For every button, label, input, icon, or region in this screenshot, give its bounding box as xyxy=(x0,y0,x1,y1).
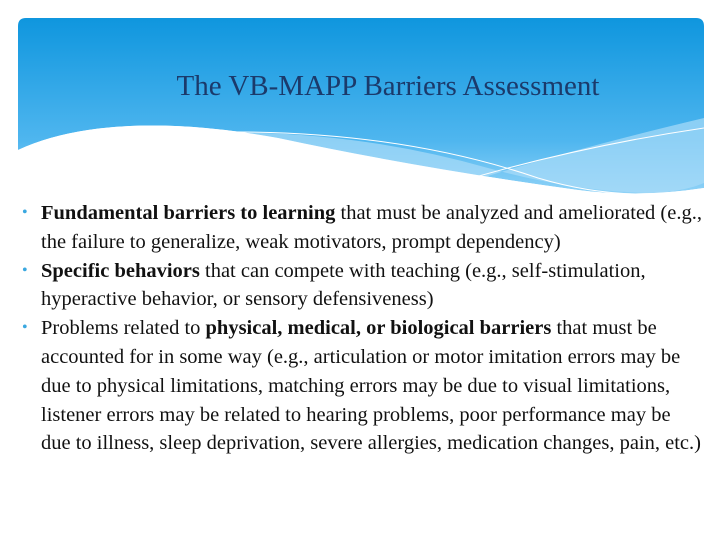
title-banner xyxy=(18,18,704,208)
bullet-list xyxy=(22,199,702,458)
bullet-item xyxy=(22,314,702,458)
bullet-item xyxy=(22,257,702,315)
bullet-dot-icon: • xyxy=(22,204,28,221)
bullet-bold-text: Fundamental barriers to learning xyxy=(41,202,336,224)
slide-title: The VB-MAPP Barriers Assessment xyxy=(176,70,600,102)
bullet-bold-text: physical, medical, or biological barriers xyxy=(205,317,552,340)
wave-banner-graphic xyxy=(18,18,704,208)
bullet-bold-text: Specific behaviors xyxy=(41,259,200,282)
bullet-text: Problems related to xyxy=(41,317,206,340)
bullet-dot-icon: • xyxy=(22,319,28,337)
bullet-text: that must be analyzed and ameliorated (e.g., the failure to generalize, weak motivators, prompt dependency) xyxy=(41,202,702,253)
bullet-dot-icon: • xyxy=(22,261,28,279)
bullet-text: that must be accounted for in some way (e.g., articulation or motor imitation errors may be due to physical limitations, matching errors may be due to visual limitations, listener errors may be related to hearing problems, poor performance may be due to illness, sleep deprivation, severe allergies, medication changes, pain, etc.) xyxy=(41,317,701,455)
bullet-text: that can compete with teaching (e.g., self-stimulation, hyperactive behavior, or sensory defensiveness) xyxy=(41,259,646,311)
bullet-item xyxy=(22,199,702,257)
